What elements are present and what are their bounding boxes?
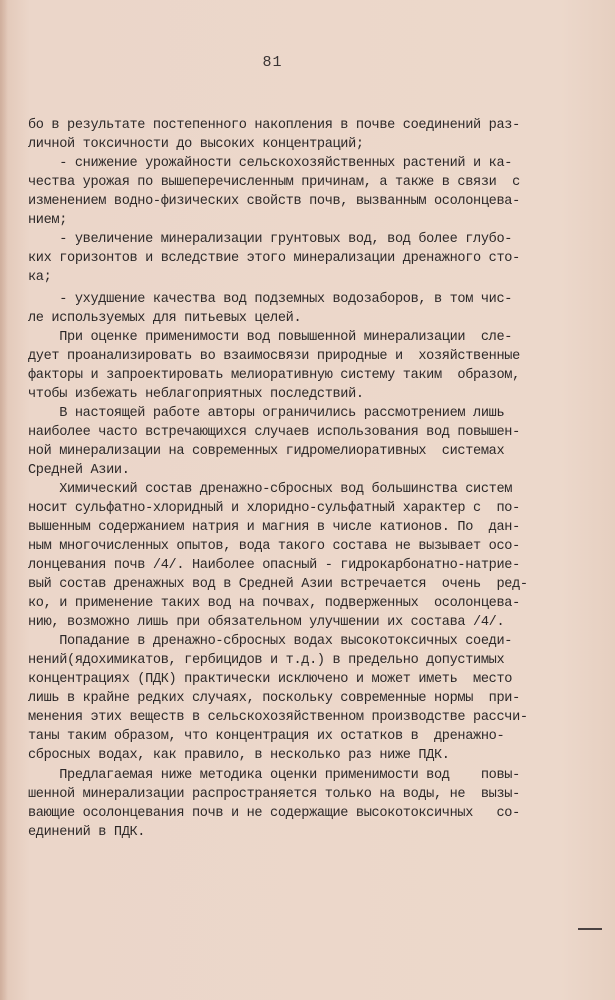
text-line: лонцевания почв /4/. Наиболее опасный - гидрокарбонатно-натрие- — [28, 558, 520, 573]
text-line: бо в результате постепенного накопления в почве соединений раз- — [28, 118, 520, 133]
text-line: - снижение урожайности сельскохозяйственных растений и ка- — [28, 156, 513, 171]
text-line: ным многочисленных опытов, вода такого состава не вызывает осо- — [28, 539, 520, 554]
text-line: - ухудшение качества вод подземных водозаборов, в том чис- — [28, 292, 513, 307]
text-line: нию, возможно лишь при обязательном улучшении их состава /4/. — [28, 615, 505, 630]
text-line: таны таким образом, что концентрация их остатков в дренажно- — [28, 729, 505, 744]
text-line: При оценке применимости вод повышенной минерализации сле- — [28, 330, 513, 345]
text-line: вающие осолонцевания почв и не содержащие высокотоксичных со- — [28, 806, 520, 821]
text-line: вышенным содержанием натрия и магния в числе катионов. По дан- — [28, 520, 520, 535]
text-line: менения этих веществ в сельскохозяйственном производстве рассчи- — [28, 710, 528, 725]
text-line: лишь в крайне редких случаях, поскольку современные нормы при- — [28, 691, 520, 706]
text-line: ле используемых для питьевых целей. — [28, 311, 302, 326]
text-line: единений в ПДК. — [28, 825, 146, 840]
text-line: чества урожая по вышеперечисленным причинам, а также в связи с — [28, 175, 520, 190]
text-line: концентрациях (ПДК) практически исключено и может иметь место — [28, 672, 513, 687]
text-line: сбросных водах, как правило, в несколько раз ниже ПДК. — [28, 748, 450, 763]
page-number: 81 — [262, 54, 283, 71]
text-line: ка; — [28, 270, 52, 285]
text-line: ко, и применение таких вод на почвах, подверженных осолонцева- — [28, 596, 520, 611]
text-line: чтобы избежать неблагоприятных последствий. — [28, 387, 364, 402]
text-line: дует проанализировать во взаимосвязи природные и хозяйственные — [28, 349, 520, 364]
text-line: вый состав дренажных вод в Средней Азии встречается очень ред- — [28, 577, 528, 592]
text-line: личной токсичности до высоких концентраций; — [28, 137, 364, 152]
text-line: В настоящей работе авторы ограничились рассмотрением лишь — [28, 406, 505, 421]
margin-mark — [578, 928, 602, 930]
text-line: ких горизонтов и вследствие этого минерализации дренажного сто- — [28, 251, 520, 266]
text-line: Химический состав дренажно-сбросных вод большинства систем — [28, 482, 513, 497]
text-line: Попадание в дренажно-сбросных водах высокотоксичных соеди- — [28, 634, 513, 649]
text-line: - увеличение минерализации грунтовых вод, вод более глубо- — [28, 232, 513, 247]
text-line: нений(ядохимикатов, гербицидов и т.д.) в предельно допустимых — [28, 653, 505, 668]
text-line: факторы и запроектировать мелиоративную систему таким образом, — [28, 368, 520, 383]
text-line: нием; — [28, 213, 68, 228]
text-line: наиболее часто встречающихся случаев использования вод повышен- — [28, 425, 520, 440]
text-line: Предлагаемая ниже методика оценки применимости вод повы- — [28, 768, 520, 783]
text-line: носит сульфатно-хлоридный и хлоридно-сульфатный характер с по- — [28, 501, 520, 516]
text-line: Средней Азии. — [28, 463, 130, 478]
text-line: изменением водно-физических свойств почв, вызванным осолонцева- — [28, 194, 520, 209]
text-line: шенной минерализации распространяется только на воды, не вызы- — [28, 787, 520, 802]
text-line: ной минерализации на современных гидромелиоративных системах — [28, 444, 505, 459]
